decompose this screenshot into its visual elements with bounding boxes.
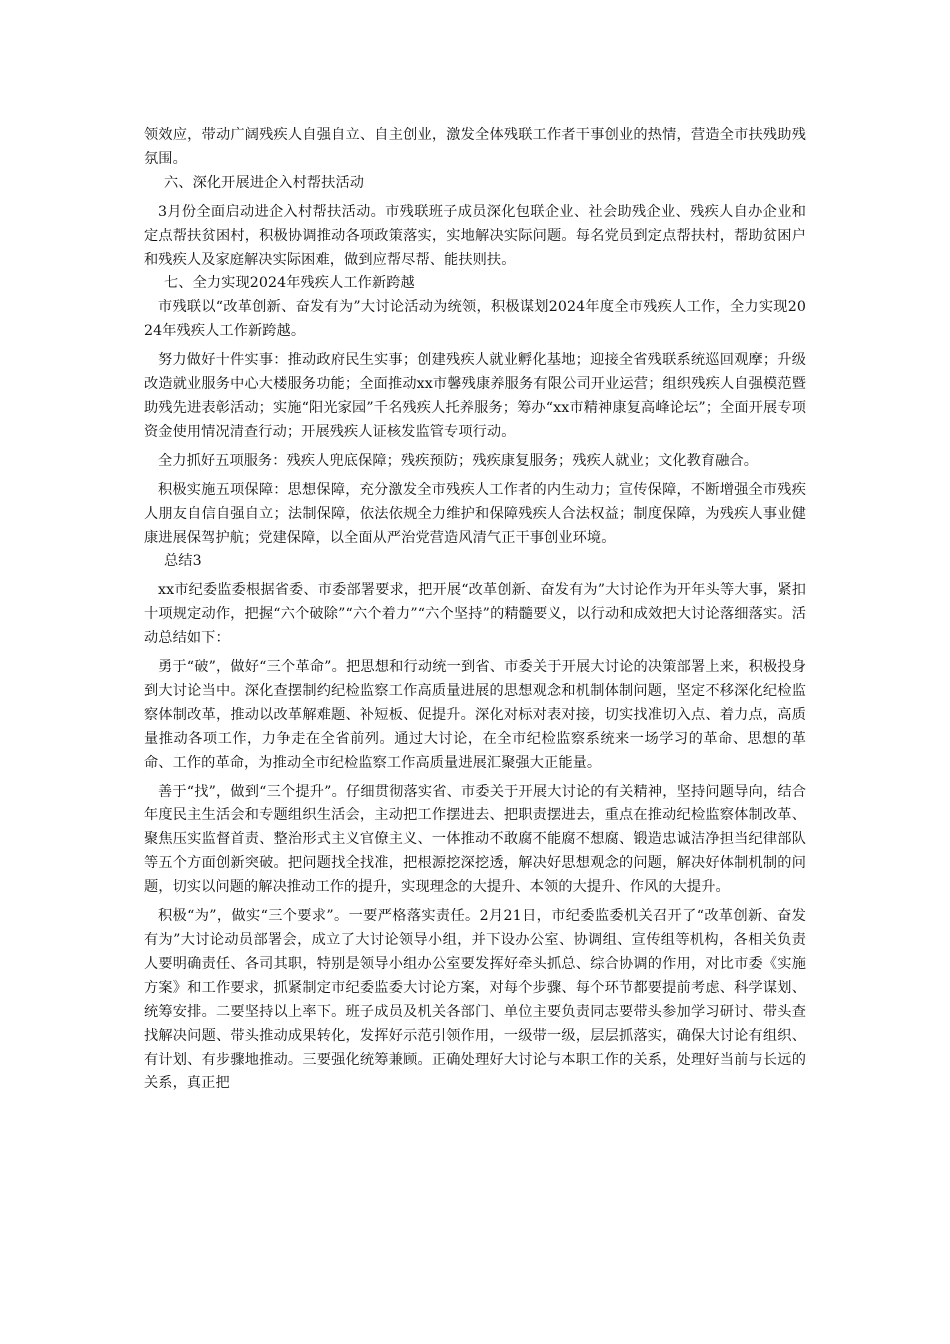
document-page: [144, 124, 806, 1096]
section-heading-seven: 七、全力实现2024年残疾人工作新跨越: [164, 275, 415, 292]
paragraph-five-guarantees: 积极实施五项保障：思想保障，充分激发全市残疾人工作者的内生动力；宣传保障，不断增强全市残疾人朋友自信自强自立；法制保障，依法依规全力维护和保障残疾人合法权益；制度保障，为残疾人事业健康进展保驾护航；党建保障，以全面从严治党营造风清气正干事创业环境。: [144, 481, 806, 546]
paragraph-break-three-revolutions: 勇于“破”，做好“三个革命”。把思想和行动统一到省、市委关于开展大讨论的决策部署上来，积极投身到大讨论当中。深化查摆制约纪检监察工作高质量进展的思想观念和机制体制问题，坚定不移深化纪检监察体制改革，推动以改革解难题、补短板、促提升。深化对标对表对接，切实找准切入点、着力点，高质量推动各项工作，力争走在全省前列。通过大讨论，在全市纪检监察系统来一场学习的革命、思想的革命、工作的革命，为推动全市纪检监察工作高质量进展汇聚强大正能量。: [144, 659, 806, 771]
section-heading-six: 六、深化开展进企入村帮扶活动: [164, 174, 365, 191]
paragraph-act-three-requirements: 积极“为”，做实“三个要求”。一要严格落实责任。2月21日，市纪委监委机关召开了“改革创新、奋发有为”大讨论动员部署会，成立了大讨论领导小组，并下设办公室、协调组、宣传组等机构，各相关负责人要明确责任、各司其职，特别是领导小组办公室要发挥好牵头抓总、综合协调的作用，对比市委《实施方案》和工作要求，抓紧制定市纪委监委大讨论方案，对每个步骤、每个环节都要提前考虑、科学谋划、统筹安排。二要坚持以上率下。班子成员及机关各部门、单位主要负责同志要带头参加学习研讨、带头查找解决问题、带头推动成果转化，发挥好示范引领作用，一级带一级，层层抓落实，确保大讨论有组织、有计划、有步骤地推动。三要强化统筹兼顾。正确处理好大讨论与本职工作的关系，处理好当前与长远的关系，真正把: [144, 908, 806, 1092]
paragraph-discipline-intro: xx市纪委监委根据省委、市委部署要求，把开展“改革创新、奋发有为”大讨论作为开年头等大事，紧扣十项规定动作，把握“六个破除”“六个着力”“六个坚持”的精髓要义，以行动和成效把大讨论落细落实。活动总结如下：: [144, 582, 806, 647]
paragraph-2024-goal: 市残联以“改革创新、奋发有为”大讨论活动为统领，积极谋划2024年度全市残疾人工作，全力实现2024年残疾人工作新跨越。: [144, 299, 806, 340]
paragraph-five-services: 全力抓好五项服务：残疾人兜底保障；残疾预防；残疾康复服务；残疾人就业；文化教育融合。: [158, 452, 759, 469]
summary-heading-3: 总结3: [164, 553, 202, 570]
paragraph-ten-tasks: 努力做好十件实事：推动政府民生实事；创建残疾人就业孵化基地；迎接全省残联系统巡回观摩；升级改造就业服务中心大楼服务功能；全面推动xx市馨残康养服务有限公司开业运营；组织残疾人自强模范暨助残先进表彰活动；实施“阳光家园”千名残疾人托养服务；筹办“xx市精神康复高峰论坛”；全面开展专项资金使用情况清查行动；开展残疾人证核发监管专项行动。: [144, 352, 806, 440]
paragraph-visit-support: 3月份全面启动进企入村帮扶活动。市残联班子成员深化包联企业、社会助残企业、残疾人自办企业和定点帮扶贫困村，积极协调推动各项政策落实，实地解决实际问题。每名党员到定点帮扶村，帮助贫困户和残疾人及家庭解决实际困难，做到应帮尽帮、能扶则扶。: [144, 203, 806, 268]
paragraph-find-three-improvements: 善于“找”，做到“三个提升”。仔细贯彻落实省、市委关于开展大讨论的有关精神，坚持问题导向，结合年度民主生活会和专题组织生活会，主动把工作摆进去、把职责摆进去，重点在推动纪检监察体制改革、聚焦压实监督首责、整治形式主义官僚主义、一体推动不敢腐不能腐不想腐、锻造忠诚洁净担当纪律部队等五个方面创新突破。把问题找全找准，把根源挖深挖透，解决好思想观念的问题，解决好体制机制的问题，切实以问题的解决推动工作的提升，实现理念的大提升、本领的大提升、作风的大提升。: [144, 783, 806, 896]
paragraph-continuation: 领效应，带动广阔残疾人自强自立、自主创业，激发全体残联工作者干事创业的热情，营造全市扶残助残氛围。: [144, 127, 806, 167]
